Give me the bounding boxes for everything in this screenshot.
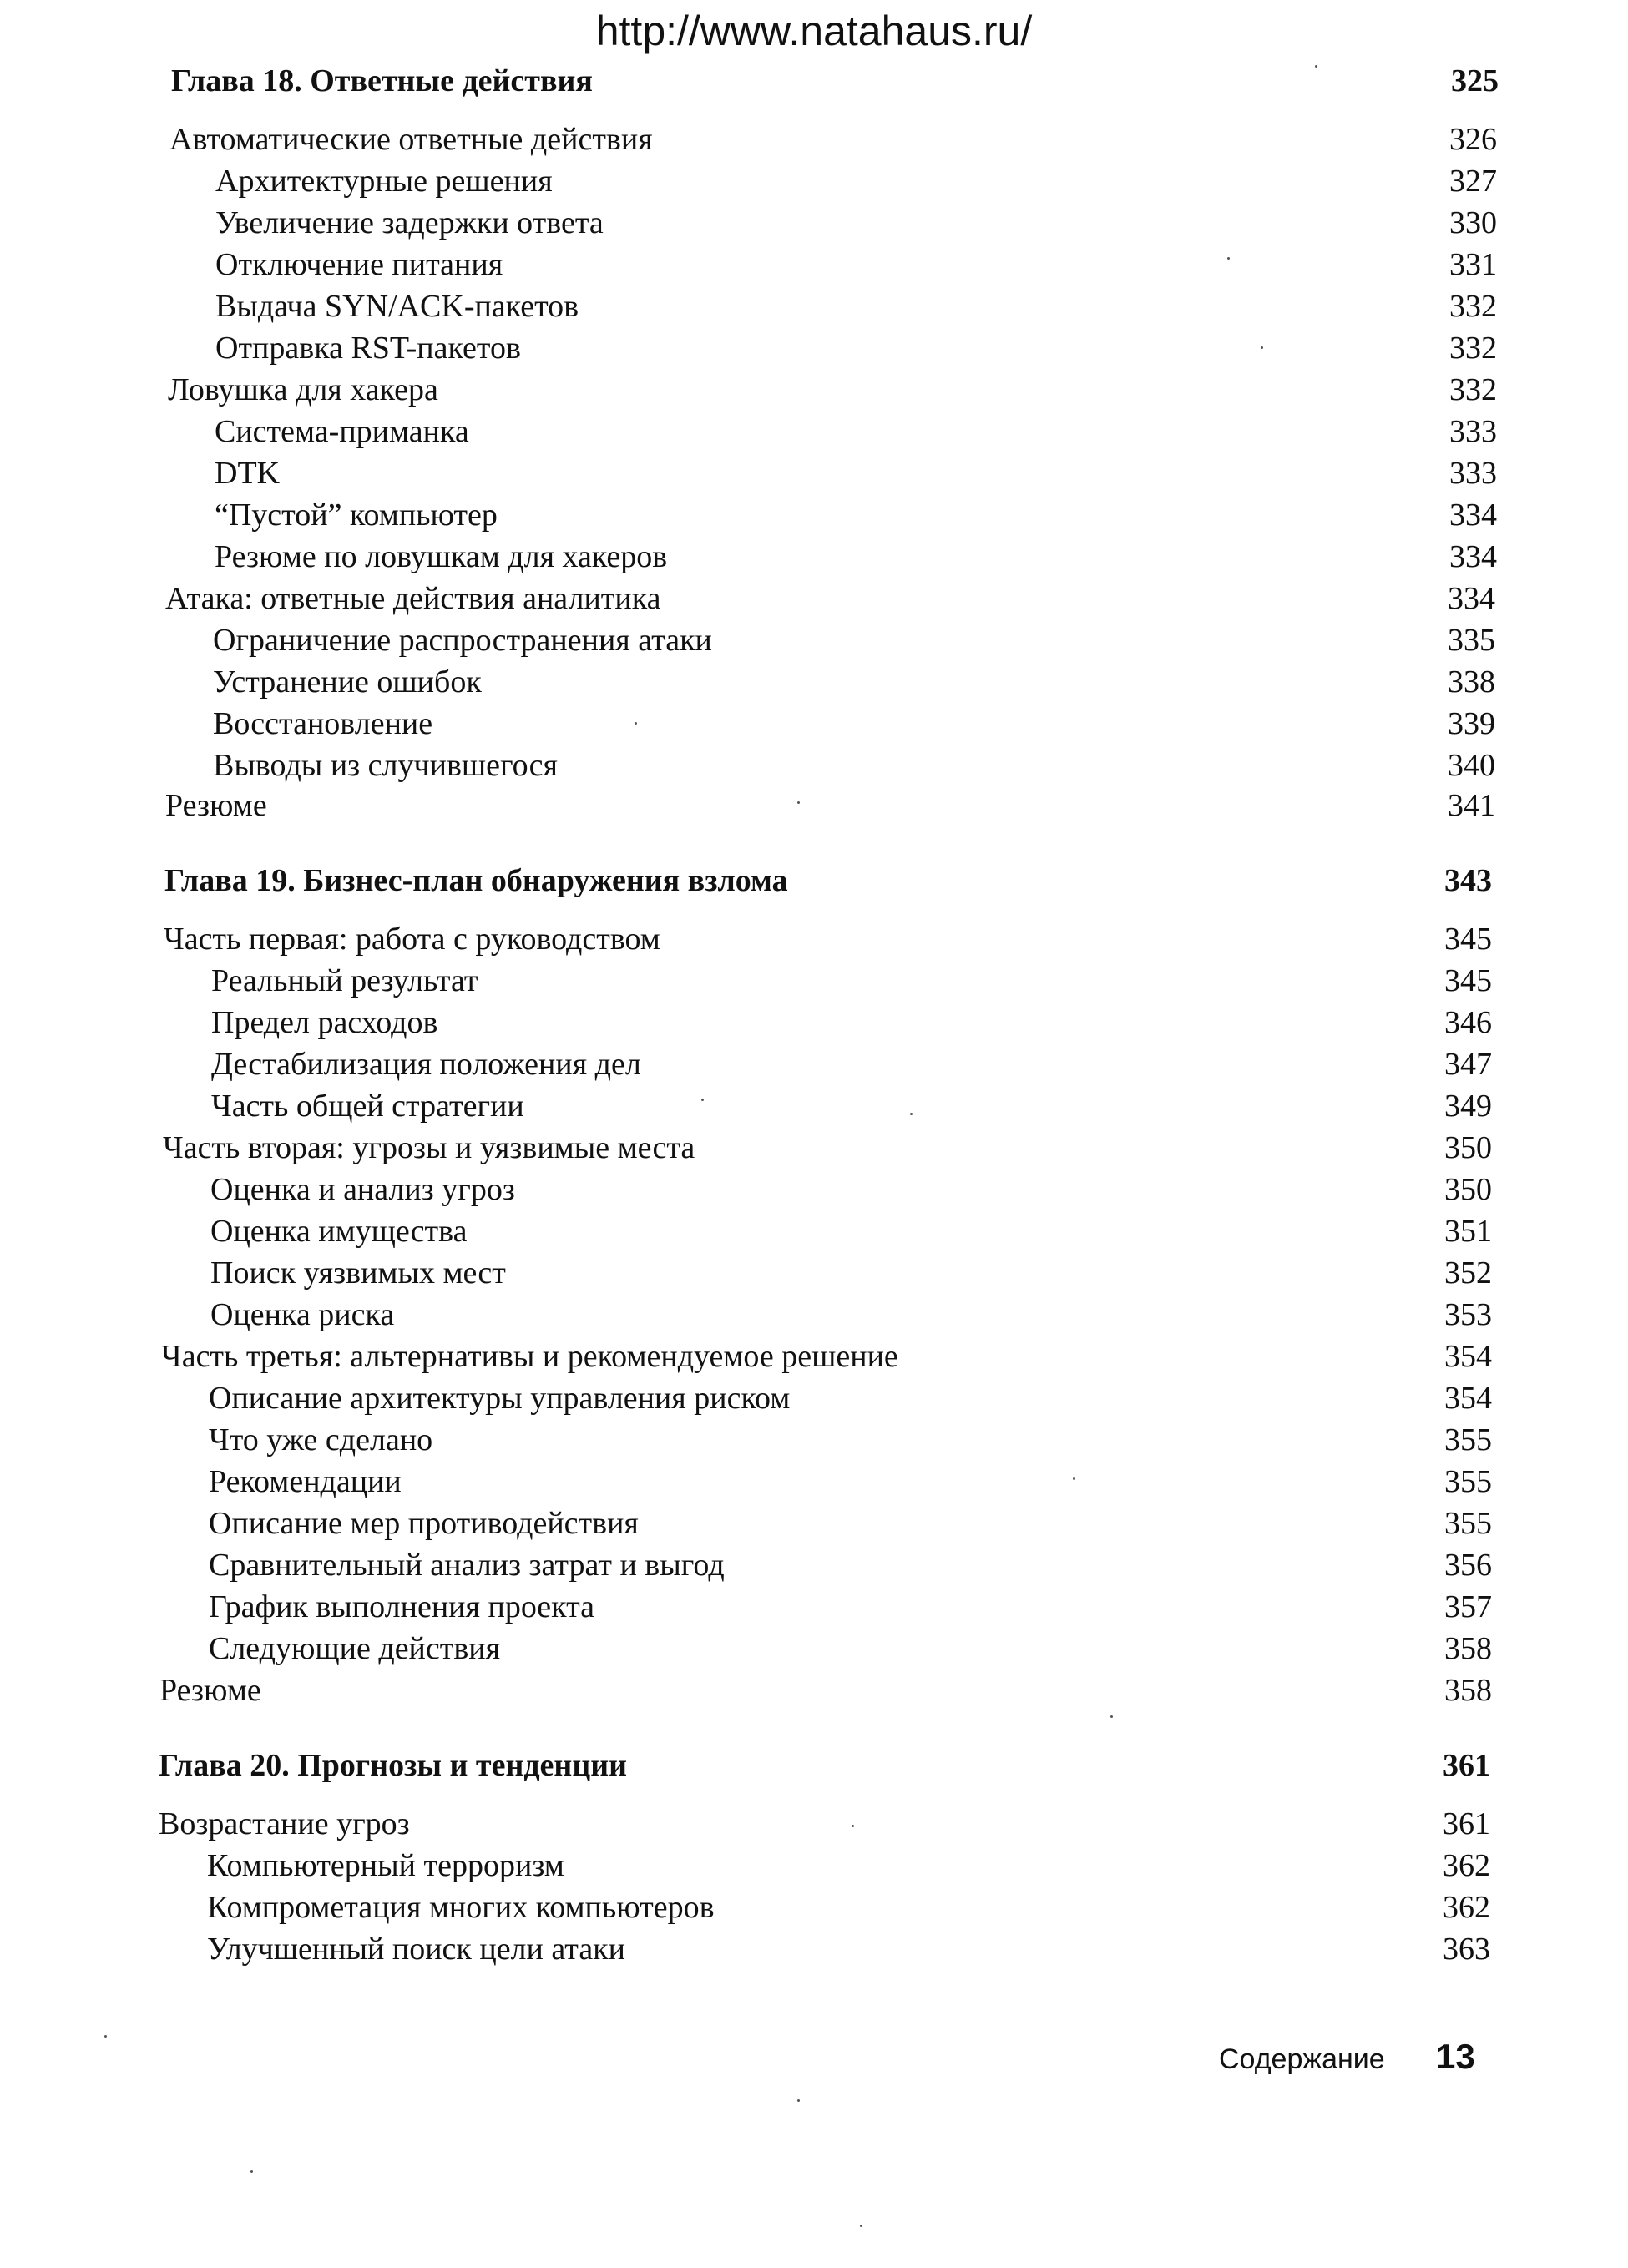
- chapter-title: Глава 18. Ответные действия: [171, 63, 593, 98]
- toc-entry: [213, 619, 1495, 661]
- entry-page: 355: [1444, 1422, 1492, 1457]
- scan-speck: [1227, 257, 1230, 260]
- toc-entry: [215, 202, 1497, 244]
- scan-speck: [797, 801, 800, 804]
- chapter-page: 325: [1451, 63, 1499, 98]
- entry-page: 341: [1448, 788, 1495, 823]
- entry-page: 327: [1449, 164, 1497, 199]
- entry-title: Система-приманка: [215, 414, 469, 449]
- entry-page: 350: [1444, 1172, 1492, 1207]
- entry-page: 363: [1443, 1932, 1490, 1967]
- entry-page: 335: [1448, 623, 1495, 658]
- scan-speck: [797, 2099, 800, 2102]
- entry-page: 339: [1448, 706, 1495, 741]
- toc-entry: [215, 411, 1497, 452]
- toc-entry: [207, 1845, 1490, 1887]
- page-footer: [1186, 2033, 1486, 2084]
- entry-title: Атака: ответные действия аналитика: [165, 581, 661, 616]
- chapter-page: 361: [1443, 1748, 1490, 1783]
- entry-title: Описание мер противодействия: [209, 1506, 639, 1541]
- toc-entry: [209, 1628, 1492, 1669]
- toc-entry: [169, 119, 1497, 160]
- toc-entry: [168, 369, 1497, 411]
- scan-speck: [635, 722, 637, 725]
- scan-speck: [1315, 65, 1317, 68]
- toc-entry: [215, 494, 1497, 536]
- entry-title: DTK: [215, 456, 281, 491]
- entry-title: Реальный результат: [211, 963, 478, 998]
- scan-speck: [860, 2225, 862, 2227]
- header-url: http://www.natahaus.ru/: [595, 8, 1033, 54]
- entry-page: 340: [1448, 748, 1495, 783]
- entry-title: Резюме: [165, 788, 267, 823]
- toc-entry: [215, 244, 1497, 285]
- toc-entry: [210, 1169, 1492, 1210]
- scan-speck: [910, 1113, 913, 1115]
- toc-entry: [211, 1085, 1492, 1127]
- entry-page: 332: [1449, 331, 1497, 366]
- entry-title: График выполнения проекта: [209, 1589, 595, 1624]
- entry-page: 358: [1444, 1673, 1492, 1708]
- entry-page: 333: [1449, 456, 1497, 491]
- entry-title: Автоматические ответные действия: [169, 122, 653, 157]
- toc-entry: [213, 745, 1495, 786]
- entry-title: Увеличение задержки ответа: [215, 205, 604, 240]
- entry-title: Рекомендации: [209, 1464, 402, 1499]
- chapter-page: 343: [1444, 863, 1492, 898]
- entry-page: 338: [1448, 664, 1495, 700]
- toc-entry: [209, 1461, 1492, 1503]
- entry-page: 354: [1444, 1339, 1492, 1374]
- entry-page: 332: [1449, 372, 1497, 407]
- toc-entry: [215, 536, 1497, 578]
- toc-entry: [213, 703, 1495, 745]
- scan-speck: [1261, 346, 1263, 349]
- entry-title: Ловушка для хакера: [168, 372, 438, 407]
- entry-title: Поиск уязвимых мест: [210, 1255, 506, 1291]
- entry-page: 353: [1444, 1297, 1492, 1332]
- entry-title: Оценка имущества: [210, 1214, 468, 1249]
- scan-speck: [1073, 1477, 1075, 1480]
- entry-page: 356: [1444, 1548, 1492, 1583]
- toc-entry: [215, 327, 1497, 369]
- scan-speck: [852, 1825, 854, 1827]
- entry-page: 352: [1444, 1255, 1492, 1291]
- entry-title: Выдача SYN/ACK-пакетов: [215, 289, 579, 324]
- entry-page: 334: [1449, 539, 1497, 574]
- entry-page: 354: [1444, 1381, 1492, 1416]
- entry-title: Резюме: [159, 1673, 261, 1708]
- entry-title: Часть вторая: угрозы и уязвимые места: [163, 1130, 695, 1165]
- entry-page: 345: [1444, 922, 1492, 957]
- entry-title: Компрометация многих компьютеров: [207, 1890, 715, 1925]
- entry-title: Дестабилизация положения дел: [211, 1047, 641, 1082]
- entry-page: 332: [1449, 289, 1497, 324]
- page-number: 13: [1436, 2037, 1475, 2076]
- toc-entry: [210, 1294, 1492, 1336]
- entry-page: 330: [1449, 205, 1497, 240]
- toc-entry: [215, 160, 1497, 202]
- entry-title: Резюме по ловушкам для хакеров: [215, 539, 668, 574]
- entry-title: Часть общей стратегии: [211, 1089, 524, 1124]
- chapter-title: Глава 20. Прогнозы и тенденции: [159, 1748, 628, 1783]
- entry-page: 345: [1444, 963, 1492, 998]
- toc-entry: [209, 1419, 1492, 1461]
- entry-page: 362: [1443, 1890, 1490, 1925]
- entry-page: 334: [1449, 498, 1497, 533]
- toc-entry: [209, 1503, 1492, 1544]
- entry-title: Сравнительный анализ затрат и выгод: [209, 1548, 725, 1583]
- toc-entry: [211, 1002, 1492, 1043]
- entry-title: Часть первая: работа с руководством: [164, 922, 660, 957]
- entry-title: Отправка RST-пакетов: [215, 331, 521, 366]
- toc-entry: [161, 1336, 1492, 1377]
- toc-entry: [210, 1210, 1492, 1252]
- entry-title: Отключение питания: [215, 247, 503, 282]
- entry-title: Архитектурные решения: [215, 164, 553, 199]
- toc-entry: [207, 1928, 1490, 1970]
- entry-page: 333: [1449, 414, 1497, 449]
- toc-entry: [209, 1544, 1492, 1586]
- toc-entry: [207, 1887, 1490, 1928]
- toc-entry: [209, 1377, 1492, 1419]
- entry-page: 347: [1444, 1047, 1492, 1082]
- toc-entry: [213, 661, 1495, 703]
- entry-page: 358: [1444, 1631, 1492, 1666]
- entry-title: Возрастание угроз: [159, 1806, 410, 1841]
- toc-entry: [164, 918, 1492, 960]
- entry-title: Предел расходов: [211, 1005, 438, 1040]
- entry-page: 349: [1444, 1089, 1492, 1124]
- toc-entry: [211, 1043, 1492, 1085]
- scan-speck: [701, 1099, 704, 1101]
- chapter-heading: [171, 60, 1499, 102]
- entry-title: Часть третья: альтернативы и рекомендуемое решение: [161, 1339, 898, 1374]
- toc-entry: [159, 1803, 1490, 1845]
- toc-entry: [211, 960, 1492, 1002]
- toc-entry: [215, 452, 1497, 494]
- chapter-heading: [159, 1745, 1490, 1786]
- entry-page: 355: [1444, 1464, 1492, 1499]
- entry-title: “Пустой” компьютер: [215, 498, 498, 533]
- entry-page: 331: [1449, 247, 1497, 282]
- entry-page: 351: [1444, 1214, 1492, 1249]
- entry-page: 355: [1444, 1506, 1492, 1541]
- entry-title: Восстановление: [213, 706, 433, 741]
- toc-entry: [215, 285, 1497, 327]
- entry-title: Оценка риска: [210, 1297, 395, 1332]
- footer-section-label: Содержание: [1219, 2043, 1385, 2075]
- scan-speck: [250, 2170, 253, 2173]
- toc-entry: [165, 785, 1495, 826]
- entry-title: Что уже сделано: [209, 1422, 433, 1457]
- entry-title: Следующие действия: [209, 1631, 501, 1666]
- entry-page: 361: [1443, 1806, 1490, 1841]
- entry-title: Ограничение распространения атаки: [213, 623, 712, 658]
- entry-title: Описание архитектуры управления риском: [209, 1381, 791, 1416]
- entry-title: Устранение ошибок: [213, 664, 482, 700]
- entry-page: 350: [1444, 1130, 1492, 1165]
- entry-title: Выводы из случившегося: [213, 748, 558, 783]
- entry-title: Оценка и анализ угроз: [210, 1172, 515, 1207]
- toc-entry: [165, 578, 1495, 619]
- scan-speck: [104, 2035, 107, 2038]
- entry-page: 326: [1449, 122, 1497, 157]
- entry-title: Улучшенный поиск цели атаки: [207, 1932, 625, 1967]
- chapter-heading: [164, 860, 1492, 902]
- scan-speck: [1110, 1715, 1113, 1718]
- entry-page: 362: [1443, 1848, 1490, 1883]
- toc-entry: [210, 1252, 1492, 1294]
- toc-entry: [163, 1127, 1492, 1169]
- toc-entry: [209, 1586, 1492, 1628]
- toc-entry: [159, 1669, 1492, 1711]
- entry-page: 357: [1444, 1589, 1492, 1624]
- entry-title: Компьютерный терроризм: [207, 1848, 564, 1883]
- chapter-title: Глава 19. Бизнес-план обнаружения взлома: [164, 863, 788, 898]
- entry-page: 346: [1444, 1005, 1492, 1040]
- entry-page: 334: [1448, 581, 1495, 616]
